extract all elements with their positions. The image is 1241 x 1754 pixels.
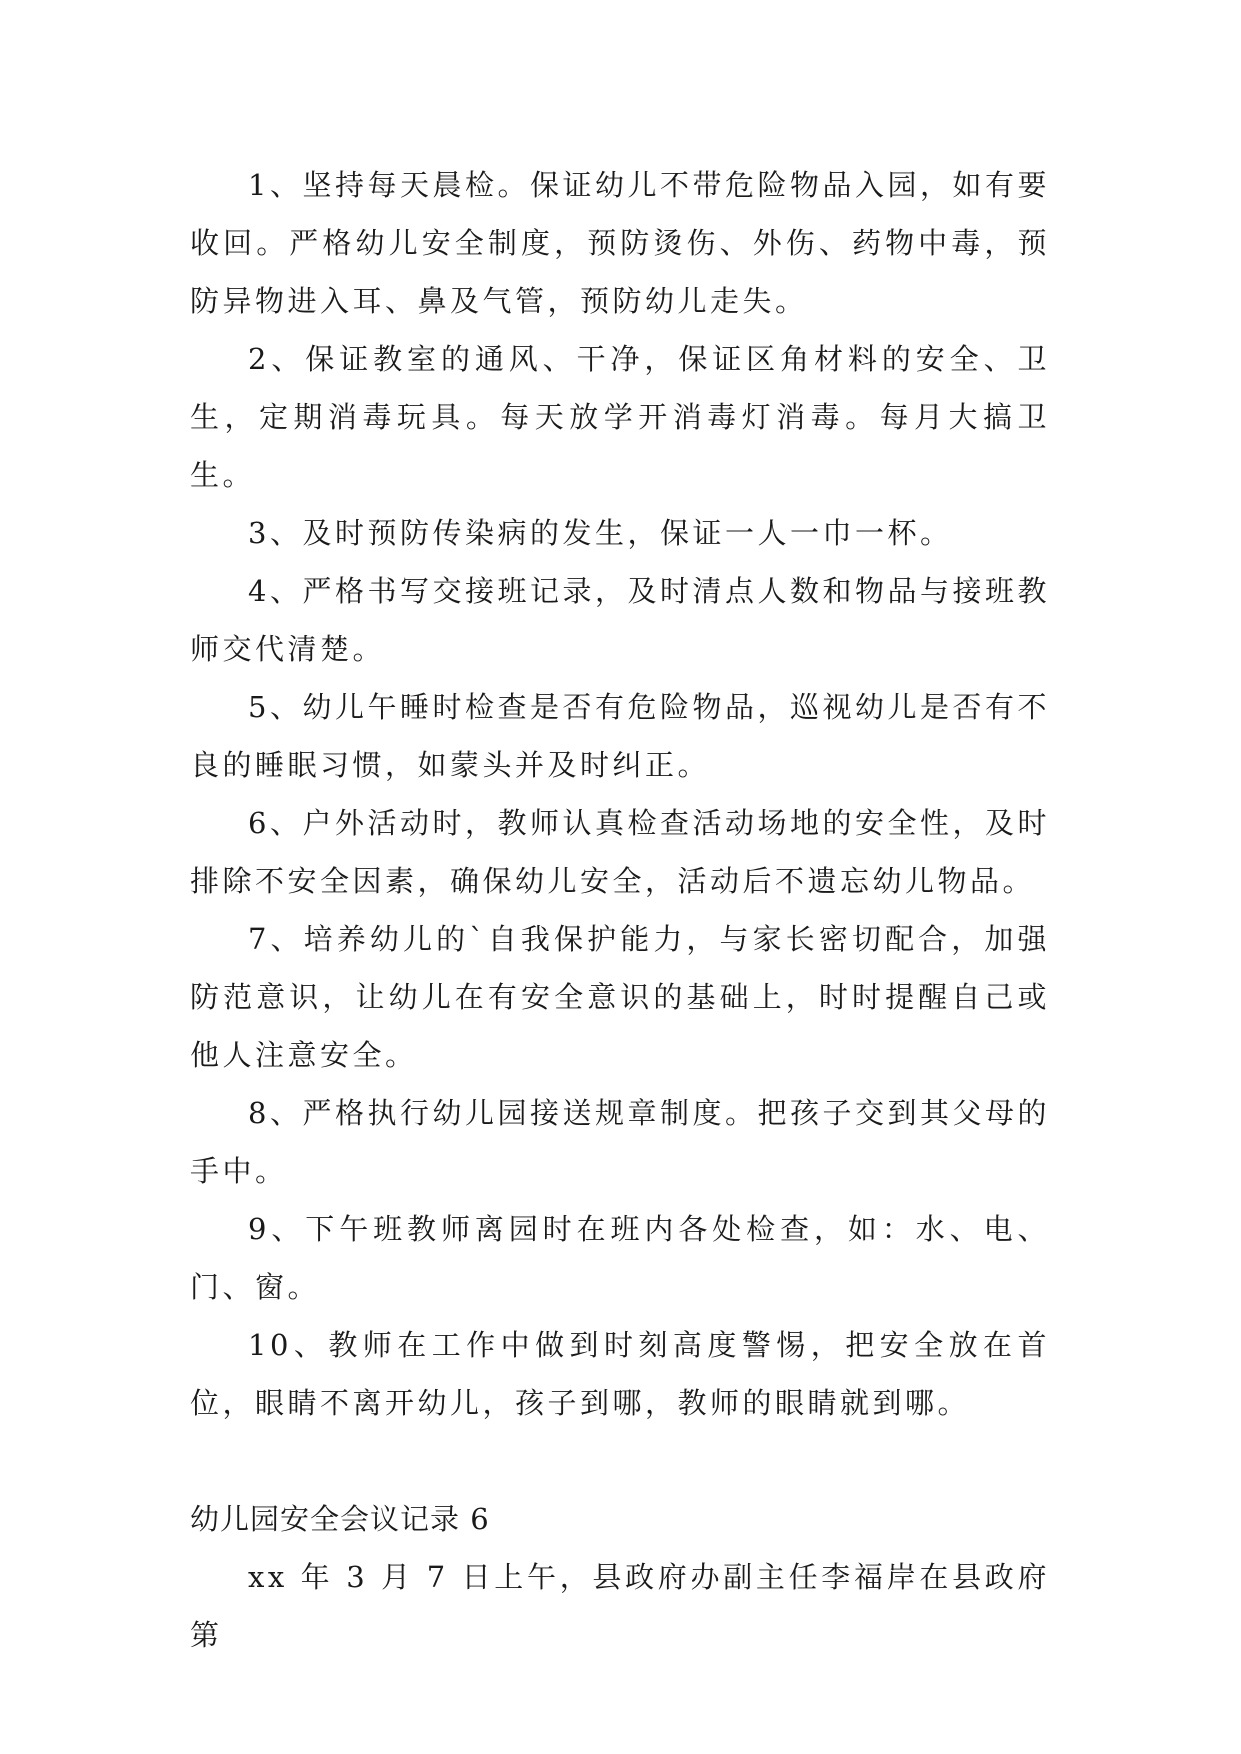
paragraph-6: 6、户外活动时，教师认真检查活动场地的安全性，及时排除不安全因素，确保幼儿安全，活动后不遗忘幼儿物品。 bbox=[190, 806, 1050, 898]
paragraph-2: 2、保证教室的通风、干净，保证区角材料的安全、卫生，定期消毒玩具。每天放学开消毒灯消毒。每月大搞卫生。 bbox=[190, 342, 1050, 492]
document-body bbox=[190, 156, 1050, 1664]
paragraph-9: 9、下午班教师离园时在班内各处检查，如：水、电、门、窗。 bbox=[190, 1212, 1050, 1304]
paragraph-7: 7、培养幼儿的`自我保护能力，与家长密切配合，加强防范意识，让幼儿在有安全意识的基础上，时时提醒自己或他人注意安全。 bbox=[190, 922, 1050, 1072]
section-title: 幼儿园安全会议记录 6 bbox=[190, 1502, 490, 1536]
paragraph-1: 1、坚持每天晨检。保证幼儿不带危险物品入园，如有要收回。严格幼儿安全制度，预防烫伤、外伤、药物中毒，预防异物进入耳、鼻及气管，预防幼儿走失。 bbox=[190, 168, 1050, 318]
paragraph-8: 8、严格执行幼儿园接送规章制度。把孩子交到其父母的手中。 bbox=[190, 1096, 1050, 1188]
section-intro-paragraph: xx 年 3 月 7 日上午，县政府办副主任李福岸在县政府第 bbox=[190, 1560, 1050, 1652]
paragraph-10: 10、教师在工作中做到时刻高度警惕，把安全放在首位，眼睛不离开幼儿，孩子到哪，教师的眼睛就到哪。 bbox=[190, 1328, 1050, 1420]
paragraph-4: 4、严格书写交接班记录，及时清点人数和物品与接班教师交代清楚。 bbox=[190, 574, 1050, 666]
paragraph-3: 3、及时预防传染病的发生，保证一人一巾一杯。 bbox=[248, 516, 953, 550]
paragraph-5: 5、幼儿午睡时检查是否有危险物品，巡视幼儿是否有不良的睡眠习惯，如蒙头并及时纠正。 bbox=[190, 690, 1050, 782]
